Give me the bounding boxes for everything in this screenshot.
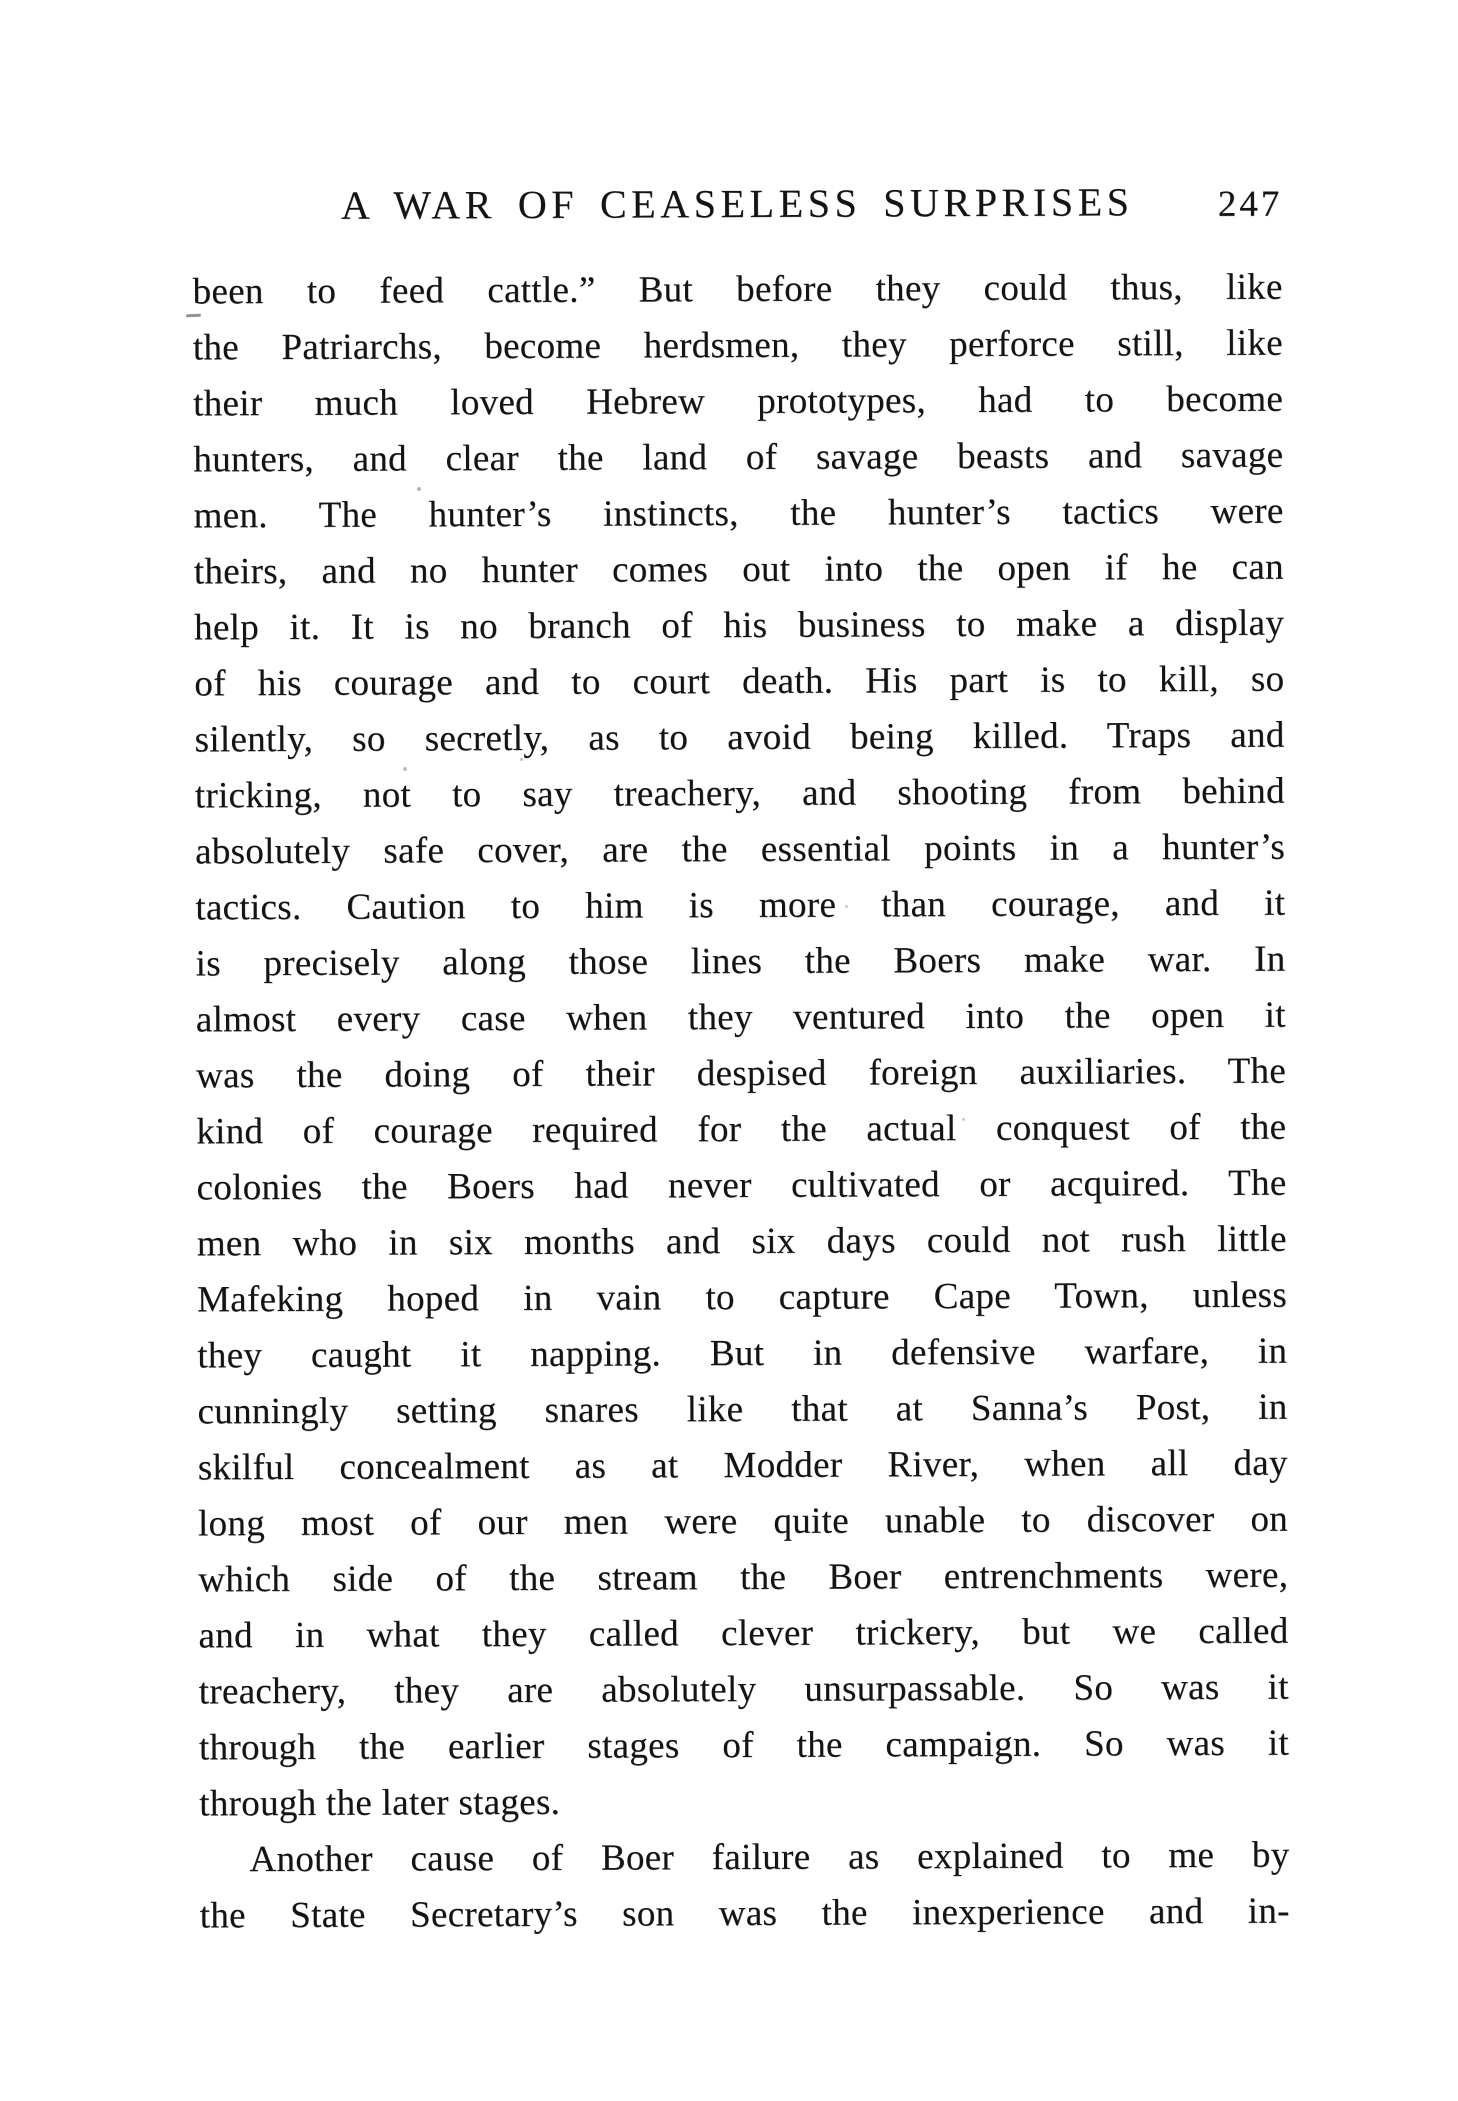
text-line: and in what they called clever trickery, but we called	[198, 1610, 1289, 1657]
text-line: their much loved Hebrew prototypes, had to become	[193, 378, 1284, 425]
text-line: silently, so secretly, as to avoid being killed. Traps and	[194, 714, 1285, 761]
scan-artifact	[845, 905, 848, 908]
text-line: Mafeking hoped in vain to capture Cape Town, unless	[196, 1274, 1288, 1321]
scan-artifact	[403, 767, 407, 771]
text-line: help it. It is no branch of his business to make a display	[194, 602, 1285, 649]
text-line: cunningly setting snares like that at Sanna’s Post, in	[197, 1386, 1288, 1433]
body-text	[193, 260, 1290, 1945]
paragraph	[199, 1828, 1289, 1945]
text-line: been to feed cattle.” But before they could thus, like	[192, 266, 1283, 313]
text-line: was the doing of their despised foreign auxiliaries. The	[195, 1050, 1287, 1097]
text-line: which side of the stream the Boer entrenchments were,	[198, 1554, 1289, 1601]
text-line: tactics. Caution to him is more than courage, and it	[195, 882, 1286, 929]
scan-artifact	[962, 1118, 965, 1121]
scan-artifact	[417, 487, 421, 491]
text-line: through the later stages.	[199, 1781, 561, 1825]
text-line: the State Secretary’s son was the inexperience and in-	[199, 1890, 1290, 1937]
text-line: the Patriarchs, become herdsmen, they perforce still, like	[192, 322, 1283, 369]
running-header-title: A WAR OF CEASELESS SURPRISES	[340, 179, 1134, 228]
text-line: colonies the Boers had never cultivated or acquired. The	[196, 1162, 1287, 1209]
text-line: almost every case when they ventured into the open it	[195, 994, 1286, 1041]
text-line: hunters, and clear the land of savage beasts and savage	[193, 434, 1284, 481]
text-line: they caught it napping. But in defensive warfare, in	[197, 1330, 1288, 1377]
text-line: men. The hunter’s instincts, the hunter’s tactics were	[193, 490, 1284, 537]
text-block	[192, 181, 1290, 1945]
text-line: tricking, not to say treachery, and shooting from behind	[194, 770, 1285, 817]
running-header	[192, 181, 1282, 228]
text-line: treachery, they are absolutely unsurpassable. So was it	[198, 1666, 1289, 1713]
text-line: theirs, and no hunter comes out into the open if he can	[193, 546, 1284, 593]
paragraph	[193, 260, 1290, 1833]
text-line: of his courage and to court death. His part is to kill, so	[194, 658, 1285, 705]
scan-artifact	[520, 758, 523, 761]
text-line: skilful concealment as at Modder River, when all day	[197, 1442, 1288, 1489]
text-line: is precisely along those lines the Boers make war. In	[195, 938, 1286, 985]
text-line: through the earlier stages of the campaign. So was it	[198, 1722, 1290, 1769]
scan-artifact	[186, 314, 201, 318]
text-line: long most of our men were quite unable to discover on	[197, 1498, 1289, 1545]
page-number: 247	[1217, 183, 1283, 225]
text-line: absolutely safe cover, are the essential points in a hunter’s	[194, 826, 1286, 873]
text-line: kind of courage required for the actual conquest of the	[196, 1106, 1287, 1153]
text-line: men who in six months and six days could not rush little	[196, 1218, 1287, 1265]
text-line: Another cause of Boer failure as explained to me by	[249, 1834, 1290, 1881]
